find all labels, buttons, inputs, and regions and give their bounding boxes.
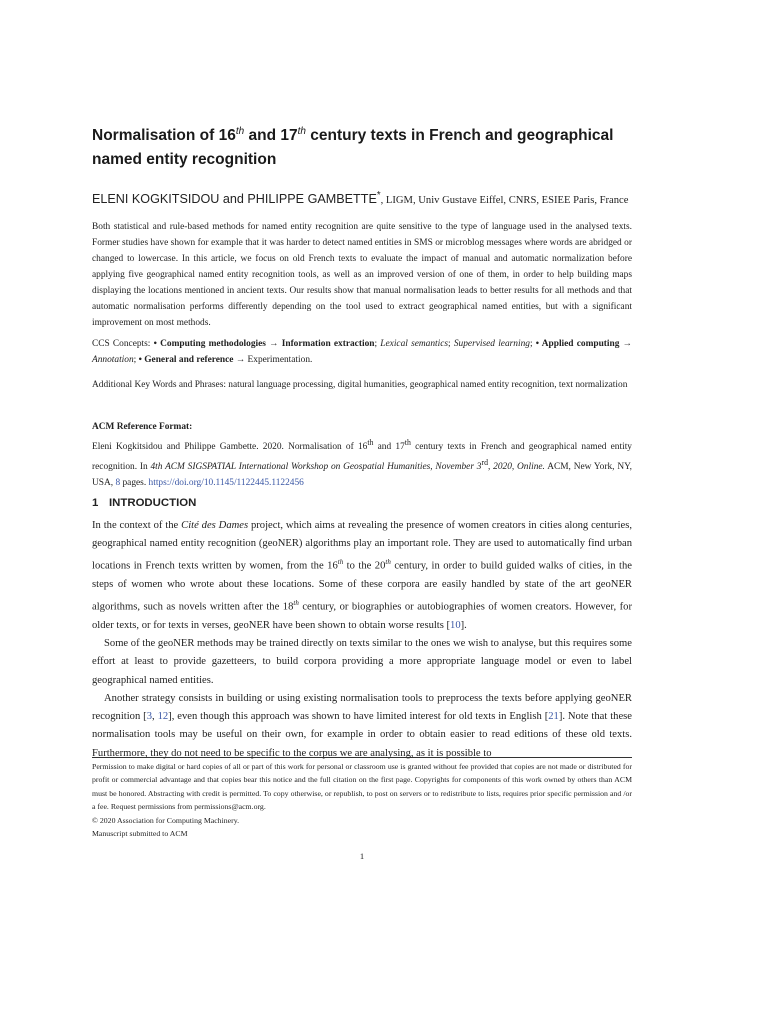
ccs-label: CCS Concepts: — [92, 339, 154, 349]
ccs-arrow: → — [619, 339, 633, 349]
section-heading — [92, 497, 632, 509]
author-footnote-mark: * — [376, 190, 381, 201]
title-superscript: th — [235, 126, 245, 137]
paper-title — [92, 120, 632, 172]
title-text: and 17 — [244, 127, 298, 145]
title-text: Normalisation of 16 — [92, 127, 236, 145]
paragraph: Another strategy consists in building or using existing normalisation tools to preprocess the texts before applying geoNER recognition [3, 12], even though this approach was shown to have limited interest for old texts in English [21]. Note that these normalisation tools may be useful on their own, for example in order to obtain easier to read editions of these old texts. Furthermore, they do not need to be specific to the corpus we are analysing, as it is possible to — [92, 692, 632, 759]
permission-notice: Permission to make digital or hard copies of all or part of this work for personal or classroom use is granted without fee provided that copies are not made or distributed for profit or commercial advantage and that copies bear this notice and the full citation on the first page. Copyrights for components of this work owned by others than ACM must be honored. Abstracting with credit is permitted. To copy otherwise, or republish, to post on servers or to redistribute to lists, requires prior specific permission and /or a fee. Request permissions from permissions@acm.org. — [92, 762, 632, 812]
ccs-concepts: CCS Concepts: • Computing methodologies → Information extraction; Lexical semantics; Supervised learning; • Applied computing → Annotation; • General and reference → Experimentation. — [92, 339, 633, 365]
title-text: century texts in French and geographical named entity recognition — [92, 127, 614, 169]
citation-link[interactable]: 3 — [146, 711, 152, 723]
ccs-term: Information extraction — [281, 339, 375, 349]
acm-reference — [92, 419, 632, 491]
author-affiliation: , LIGM, Univ Gustave Eiffel, CNRS, ESIEE Paris, France — [380, 194, 629, 206]
ccs-arrow: → — [265, 339, 282, 349]
abstract: Both statistical and rule-based methods for named entity recognition are quite sensitive to the type of language used in the analysed texts. Former studies have shown for example that it was harder to detect named entities in SMS or microblog messages where words are abridged or changed to lowercase. In this article, we focus on old French texts to evaluate the impact of manual and automatic normalization before applying five geographical named entity recognition tools, as well as an improved version of one of them, in order to help building maps displaying the locations mentioned in ancient texts. Our results show that manual normalisation leads to better results for all methods and that automatic normalisation performs differently depending on the tool used to extract geographical named entities, but with a significant improvement on most methods. — [92, 222, 632, 328]
author-line — [92, 190, 637, 206]
ccs-term: Supervised learning — [453, 339, 530, 349]
copyright-notice: © 2020 Association for Computing Machinery. — [92, 815, 240, 825]
ccs-term: Annotation — [92, 355, 134, 365]
ccs-term: Lexical semantics — [380, 339, 449, 349]
title-superscript: th — [297, 126, 306, 137]
author-names: ELENI KOGKITSIDOU and PHILIPPE GAMBETTE — [92, 191, 377, 206]
acm-reference-heading: ACM Reference Format: — [92, 422, 193, 432]
paragraph: In the context of the Cité des Dames project, which aims at revealing the presence of women creators in cities along centuries, geographical named entity recognition (geoNER) algorithms play an important role. They are used to automatically find urban locations in French texts written by women, from the 16th to the 20th century, in order to build guided walks of cities, in the steps of women who wrote about these locations. Some of these corpora are easily handled by state of the art geoNER algorithms, such as novels written after the 18th century, or biographies or autobiographies of women creators. However, for older texts, or for texts in verses, geoNER have been shown to obtain worse results [10]. — [92, 520, 632, 632]
venue-name: 4th ACM SIGSPATIAL International Workshop on Geospatial Humanities, November 3 — [150, 462, 482, 473]
citation-link[interactable]: 21 — [548, 711, 559, 723]
paragraph: Some of the geoNER methods may be trained directly on texts similar to the ones we wish to analyse, but this requires some effort at least to provide gazetteers, to build corpora providing a more appropriate language model or even to label geographical named entities. — [92, 638, 632, 686]
ccs-term: • General and reference — [138, 355, 234, 365]
venue-name: , 2020, Online. — [488, 462, 545, 473]
keywords: Additional Key Words and Phrases: natural language processing, digital humanities, geographical named entity recognition, text normalization — [92, 380, 628, 390]
manuscript-notice: Manuscript submitted to ACM — [92, 829, 188, 839]
page-number: 1 — [359, 851, 365, 861]
ccs-arrow: → — [233, 355, 248, 365]
introduction-body — [92, 517, 632, 763]
footnote — [92, 760, 632, 840]
doi-link[interactable]: https://doi.org/10.1145/1122445.1122456 — [148, 478, 304, 489]
footnote-divider — [92, 757, 632, 758]
citation-link[interactable]: 12 — [157, 711, 169, 723]
acm-reference-text: Eleni Kogkitsidou and Philippe Gambette. 2020. Normalisation of 16th and 17th century texts in French and geographical named entity recognition. In 4th ACM SIGSPATIAL International Workshop on Geospatial Humanities, November 3rd, 2020, Online. ACM, New York, NY, USA, 8 pages. https://doi.org/10.1145/1122445.1122456 — [92, 438, 632, 489]
ccs-term: Experimentation. — [247, 355, 313, 365]
section-title: INTRODUCTION — [109, 497, 197, 509]
ccs-term: • Computing methodologies — [153, 339, 266, 349]
page-count-link[interactable]: 8 — [115, 478, 121, 489]
project-name: Cité des Dames — [181, 520, 249, 531]
section-number: 1 — [92, 497, 99, 509]
citation-link[interactable]: 10 — [450, 620, 461, 632]
ccs-term: • Applied computing — [535, 339, 620, 349]
